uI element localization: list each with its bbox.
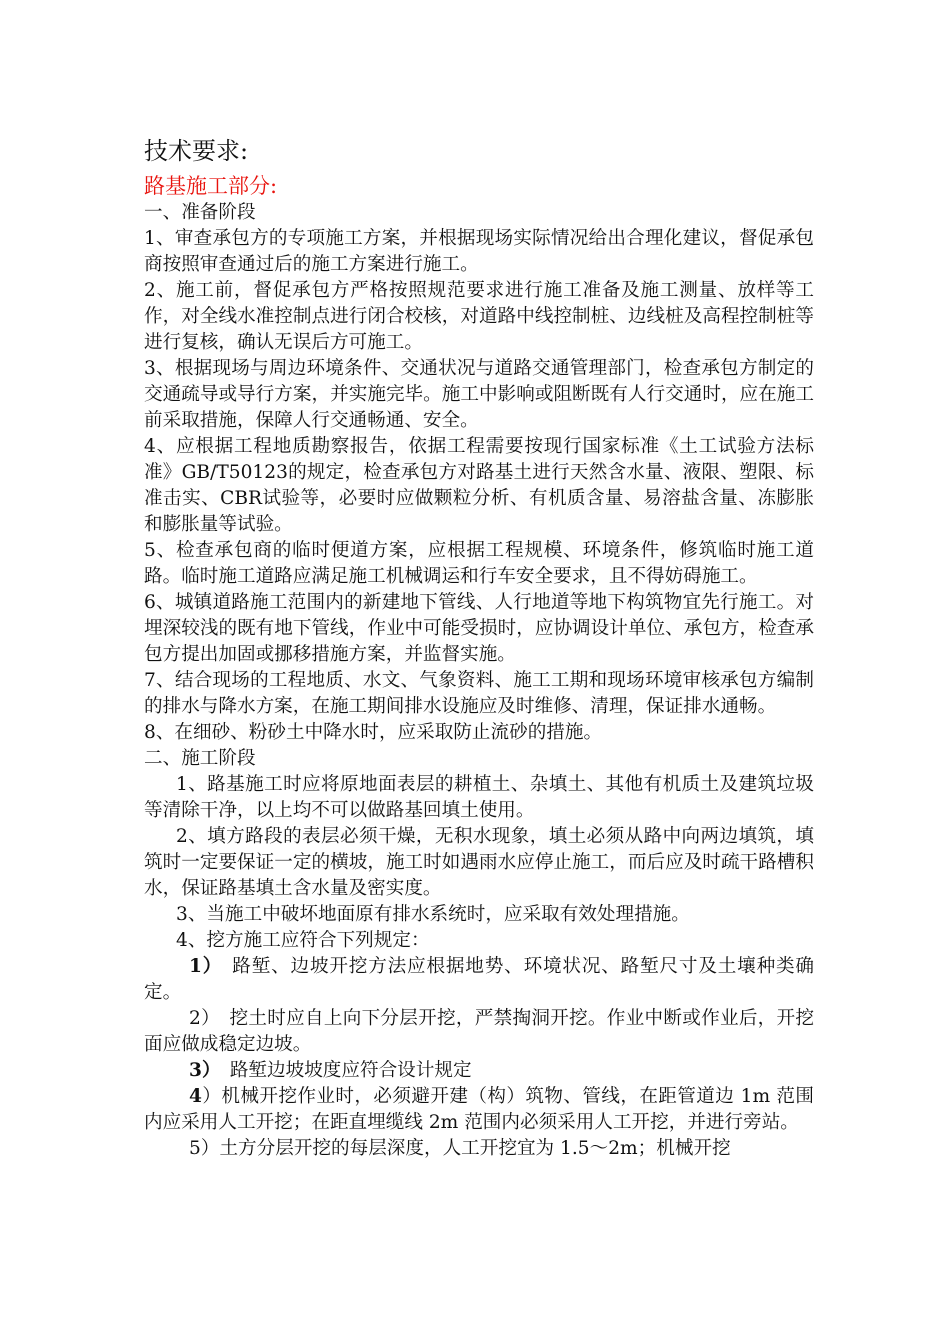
prep-item-2: 2、施工前，督促承包方严格按照规范要求进行施工准备及施工测量、放样等工作，对全线水准控制点进行闭合校核，对道路中线控制桩、边线桩及高程控制桩等进行复核，确认无误后方可施工。 [144, 280, 814, 353]
rule-number: 2） [189, 1008, 211, 1029]
rule-text: 路堑边坡坡度应符合设计规定 [211, 1060, 472, 1081]
construction-item-3: 3、当施工中破坏地面原有排水系统时，应采取有效处理措施。 [176, 904, 690, 925]
rule-text: ）土方分层开挖的每层深度，人工开挖宜为 1.5～2m；机械开挖 [200, 1138, 731, 1159]
construction-item-1: 1、路基施工时应将原地面表层的耕植土、杂填土、其他有机质土及建筑垃圾等清除干净，以上均不可以做路基回填土使用。 [144, 774, 814, 821]
prep-item-7: 7、结合现场的工程地质、水文、气象资料、施工工期和现场环境审核承包方编制的排水与降水方案，在施工期间排水设施应及时维修、清理，保证排水通畅。 [144, 670, 814, 717]
prep-item-4: 4、应根据工程地质勘察报告，依据工程需要按现行国家标准《土工试验方法标准》GB/T50123的规定，检查承包方对路基土进行天然含水量、液限、塑限、标准击实、CBR试验等，必要时应做颗粒分析、有机质含量、易溶盐含量、冻膨胀和膨胀量等试验。 [144, 436, 814, 535]
rule-text: 挖土时应自上向下分层开挖，严禁掏洞开挖。作业中断或作业后，开挖面应做成稳定边坡。 [144, 1008, 814, 1055]
construction-item-4: 4、挖方施工应符合下列规定： [176, 930, 430, 951]
prep-item-1: 1、审查承包方的专项施工方案，并根据现场实际情况给出合理化建议，督促承包商按照审查通过后的施工方案进行施工。 [144, 228, 814, 275]
rule-number: 5 [189, 1138, 201, 1159]
rule-text: ）机械开挖作业时，必须避开建（构）筑物、管线，在距管道边 1m 范围内应采用人工开挖；在距直埋缆线 2m 范围内必须采用人工开挖，并进行旁站。 [144, 1086, 814, 1133]
excavation-rule-1 [144, 954, 814, 1006]
rule-number: 1） [189, 956, 213, 977]
rule-text: 路堑、边坡开挖方法应根据地势、环境状况、路堑尺寸及土壤种类确定。 [144, 956, 814, 1003]
excavation-rule-2 [144, 1006, 814, 1058]
stage-title-preparation: 一、准备阶段 [144, 202, 256, 223]
section-title: 路基施工部分: [144, 174, 278, 198]
page-title: 技术要求: [144, 137, 249, 165]
excavation-rule-3 [144, 1058, 814, 1084]
document-page [144, 134, 814, 1162]
rule-number: 4 [189, 1086, 202, 1107]
prep-item-3: 3、根据现场与周边环境条件、交通状况与道路交通管理部门，检查承包方制定的交通疏导或导行方案，并实施完毕。施工中影响或阻断既有人行交通时，应在施工前采取措施，保障人行交通畅通、安全。 [144, 358, 814, 431]
rule-number: 3） [189, 1060, 212, 1081]
prep-item-6: 6、城镇道路施工范围内的新建地下管线、人行地道等地下构筑物宜先行施工。对埋深较浅的既有地下管线，作业中可能受损时，应协调设计单位、承包方，检查承包方提出加固或挪移措施方案，并监督实施。 [144, 592, 814, 665]
excavation-rule-5 [144, 1136, 814, 1162]
prep-item-8: 8、在细砂、粉砂土中降水时，应采取防止流砂的措施。 [144, 722, 603, 743]
construction-item-2: 2、填方路段的表层必须干燥，无积水现象，填土必须从路中向两边填筑，填筑时一定要保证一定的横坡，施工时如遇雨水应停止施工，而后应及时疏干路槽积水，保证路基填土含水量及密实度。 [144, 826, 814, 899]
stage-title-construction: 二、施工阶段 [144, 748, 256, 769]
excavation-rule-4 [144, 1084, 814, 1136]
prep-item-5: 5、检查承包商的临时便道方案，应根据工程规模、环境条件，修筑临时施工道路。临时施工道路应满足施工机械调运和行车安全要求，且不得妨碍施工。 [144, 540, 814, 587]
